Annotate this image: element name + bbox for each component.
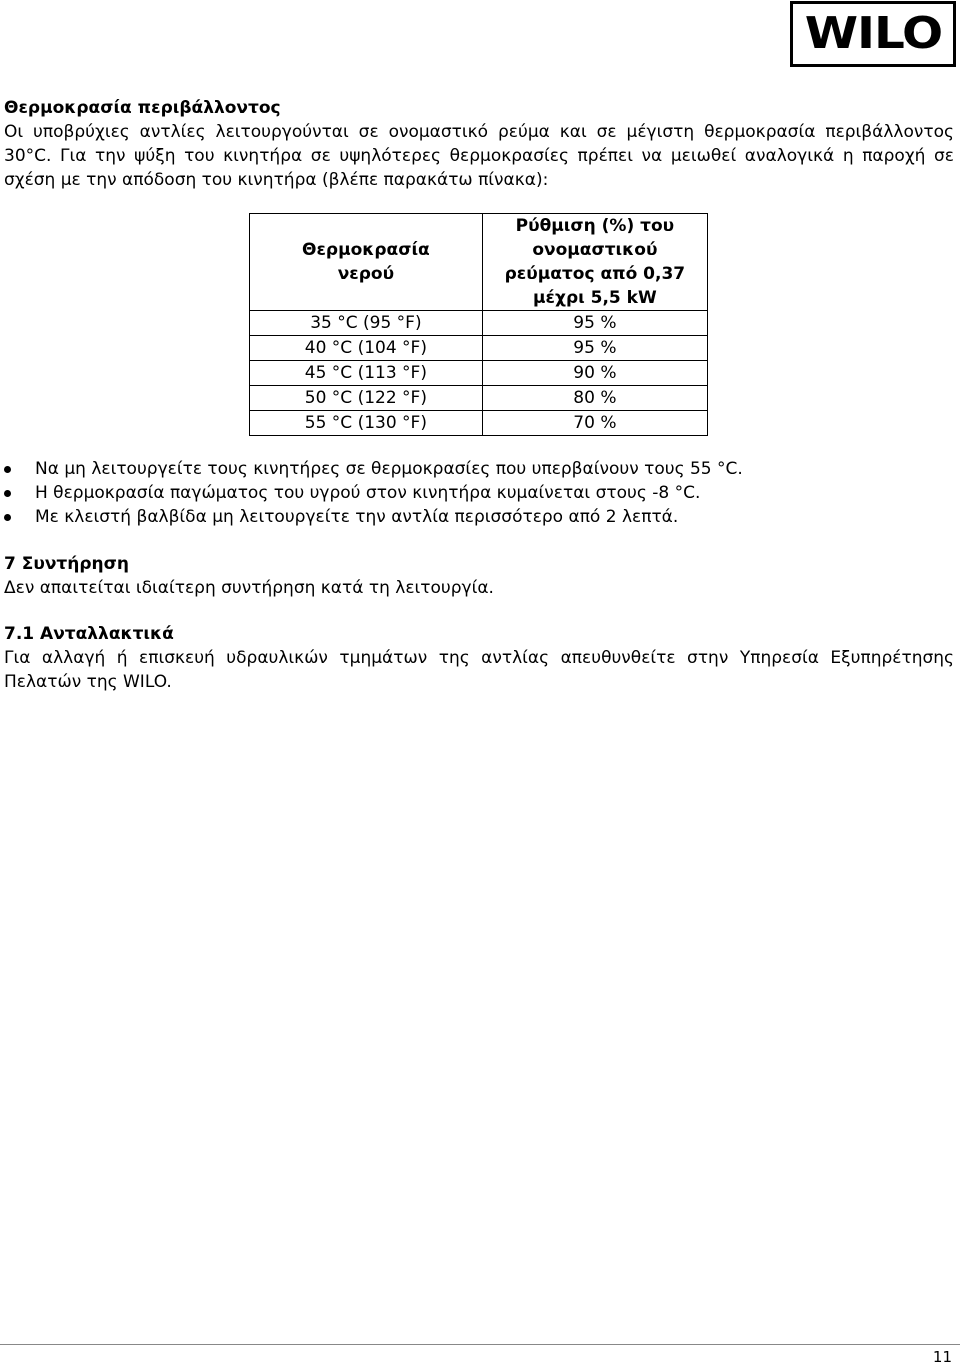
- table-header-row: [250, 214, 708, 311]
- header-water-temperature: [250, 214, 483, 311]
- logo-text: WILO: [804, 8, 942, 59]
- header-current-setting-text: Ρύθμιση (%) του ονομαστικού ρεύματος από 0,37 μέχρι 5,5 kW: [504, 216, 686, 308]
- list-item-text: Με κλειστή βαλβίδα μη λειτουργείτε την αντλία περισσότερο από 2 λεπτά.: [35, 507, 679, 527]
- row-temperature: 40 °C (104 °F): [250, 336, 483, 361]
- maintenance-heading: 7 Συντήρηση: [4, 554, 129, 574]
- ambient-heading: Θερμοκρασία περιβάλλοντος: [4, 98, 281, 118]
- row-temperature: 35 °C (95 °F): [250, 311, 483, 336]
- table-row: [250, 311, 708, 336]
- temperature-table: [249, 213, 708, 436]
- row-setting: 95 %: [482, 336, 707, 361]
- spare-parts-section: [4, 622, 954, 694]
- table-row: [250, 361, 708, 386]
- ambient-temperature-section: [4, 96, 954, 192]
- maintenance-section: [4, 552, 954, 600]
- row-temperature: 50 °C (122 °F): [250, 386, 483, 411]
- list-item: [0, 481, 950, 505]
- row-setting: 90 %: [482, 361, 707, 386]
- footer-divider: [0, 1344, 960, 1345]
- bullet-icon: [4, 490, 11, 497]
- bullet-icon: [4, 466, 11, 473]
- list-item: [0, 505, 950, 529]
- table-row: [250, 386, 708, 411]
- row-temperature: 55 °C (130 °F): [250, 411, 483, 436]
- bullet-icon: [4, 514, 11, 521]
- spare-parts-paragraph: Για αλλαγή ή επισκευή υδραυλικών τμημάτων της αντλίας απευθυνθείτε στην Υπηρεσία Εξυπηρέτησης Πελατών της WILO.: [4, 648, 954, 692]
- ambient-paragraph: Οι υποβρύχιες αντλίες λειτουργούνται σε ονομαστικό ρεύμα και σε μέγιστη θερμοκρασία περιβάλλοντος 30°C. Για την ψύξη του κινητήρα σε υψηλότερες θερμοκρασίες πρέπει να μειωθεί αναλογικά η παροχή σε σχέση με την απόδοση του κινητήρα (βλέπε παρακάτω πίνακα):: [4, 122, 954, 190]
- row-temperature: 45 °C (113 °F): [250, 361, 483, 386]
- row-setting: 80 %: [482, 386, 707, 411]
- page-number: 11: [932, 1348, 952, 1366]
- list-item-text: Να μη λειτουργείτε τους κινητήρες σε θερμοκρασίες που υπερβαίνουν τους 55 °C.: [35, 459, 743, 479]
- table-row: [250, 411, 708, 436]
- list-item-text: Η θερμοκρασία παγώματος του υγρού στον κινητήρα κυμαίνεται στους -8 °C.: [35, 483, 701, 503]
- wilo-logo: [790, 1, 956, 67]
- row-setting: 70 %: [482, 411, 707, 436]
- row-setting: 95 %: [482, 311, 707, 336]
- table-row: [250, 336, 708, 361]
- warnings-list: [0, 457, 950, 529]
- header-current-setting: [482, 214, 707, 311]
- list-item: [0, 457, 950, 481]
- header-water-temperature-text: Θερμοκρασία νερού: [302, 240, 430, 284]
- spare-parts-heading: 7.1 Ανταλλακτικά: [4, 624, 174, 644]
- maintenance-paragraph: Δεν απαιτείται ιδιαίτερη συντήρηση κατά τη λειτουργία.: [4, 578, 494, 598]
